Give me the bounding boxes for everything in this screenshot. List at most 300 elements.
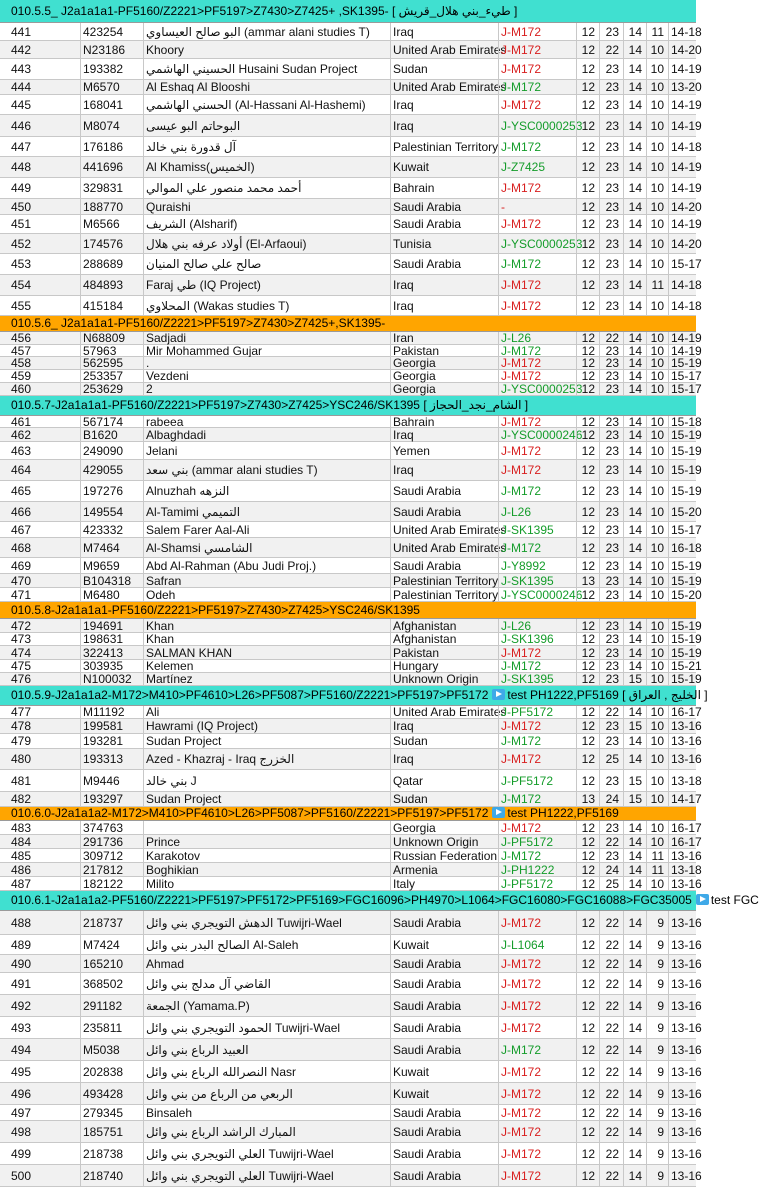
- cell-country: Yemen: [390, 442, 498, 459]
- cell-marker-1: 13: [576, 574, 599, 587]
- cell-marker-4: 10: [646, 370, 668, 382]
- cell-marker-5: 16-17: [668, 821, 696, 834]
- table-row: [0, 1165, 702, 1187]
- cell-kit-number: 329831: [80, 178, 143, 198]
- cell-kit-number: 218737: [80, 911, 143, 934]
- cell-kit-number: 441696: [80, 157, 143, 177]
- cell-name: Sadjadi: [143, 332, 390, 344]
- cell-marker-2: 23: [599, 770, 623, 791]
- cell-row-number: 468: [11, 540, 32, 555]
- cell-name: الصالح البدر بني وائل Al-Saleh: [143, 935, 390, 954]
- table-row: [0, 618, 702, 633]
- cell-name: Khan: [143, 633, 390, 645]
- cell-row-number: 447: [11, 139, 32, 154]
- cell-marker-3: 14: [623, 357, 646, 369]
- cell-row-number: 454: [11, 278, 32, 292]
- cell-marker-5: 14-18: [668, 23, 696, 40]
- cell-marker-5: 14-19: [668, 157, 696, 177]
- cell-marker-2: 23: [599, 95, 623, 114]
- cell-country: Tunisia: [390, 234, 498, 253]
- cell-marker-4: 10: [646, 254, 668, 274]
- cell-kit-number: N100032: [80, 673, 143, 685]
- cell-marker-4: 10: [646, 215, 668, 233]
- cell-marker-4: 10: [646, 345, 668, 356]
- cell-marker-5: 14-19: [668, 95, 696, 114]
- cell-name: أحمد محمد منصور علي الموالي: [143, 178, 390, 198]
- cell-marker-3: 14: [623, 995, 646, 1016]
- cell-country: Palestinian Territory: [390, 574, 498, 587]
- cell-marker-5: 15-19: [668, 481, 696, 501]
- cell-marker-3: 14: [623, 849, 646, 862]
- cell-marker-5: 15-17: [668, 522, 696, 537]
- cell-kit-number: 368502: [80, 973, 143, 994]
- cell-row-number: 482: [11, 792, 32, 806]
- cell-name: العلي التويجري بني وائل Tuwijri-Wael: [143, 1143, 390, 1164]
- cell-row-number: 442: [11, 42, 32, 57]
- cell-haplogroup: J-M172: [498, 1105, 576, 1120]
- cell-marker-3: 14: [623, 1121, 646, 1142]
- cell-marker-1: 12: [576, 1165, 599, 1186]
- cell-name: أولاد عرفه بني هلال (El-Arfaoui): [143, 234, 390, 253]
- cell-marker-5: 13-16: [668, 877, 696, 890]
- cell-haplogroup: J-M172: [498, 1083, 576, 1104]
- table-row: [0, 876, 702, 891]
- cell-country: Bahrain: [390, 416, 498, 427]
- table-row: [0, 1017, 702, 1039]
- cell-marker-4: 11: [646, 863, 668, 876]
- group-header: [0, 807, 696, 821]
- cell-country: Iraq: [390, 460, 498, 480]
- cell-name: Faraj طي (IQ Project): [143, 275, 390, 295]
- table-row: [0, 587, 702, 602]
- cell-marker-2: 24: [599, 863, 623, 876]
- cell-marker-4: 10: [646, 660, 668, 672]
- table-row: [0, 460, 702, 481]
- cell-marker-2: 23: [599, 502, 623, 521]
- cell-country: United Arab Emirates: [390, 522, 498, 537]
- cell-row-number: 467: [11, 522, 32, 537]
- table-row: [0, 59, 702, 80]
- cell-haplogroup: J-M172: [498, 660, 576, 672]
- cell-name: Al-Tamimi التميمي: [143, 502, 390, 521]
- cell-country: Unknown Origin: [390, 673, 498, 685]
- cell-country: Qatar: [390, 770, 498, 791]
- cell-row-number: 460: [11, 382, 32, 396]
- cell-country: Iraq: [390, 23, 498, 40]
- cell-marker-1: 12: [576, 332, 599, 344]
- cell-marker-5: 15-19: [668, 574, 696, 587]
- cell-country: Afghanistan: [390, 619, 498, 632]
- cell-marker-5: 14-18: [668, 137, 696, 156]
- cell-marker-1: 12: [576, 995, 599, 1016]
- cell-marker-3: 14: [623, 1165, 646, 1186]
- cell-kit-number: M8074: [80, 115, 143, 136]
- cell-marker-4: 9: [646, 1083, 668, 1104]
- cell-marker-2: 23: [599, 558, 623, 573]
- cell-row-number: 463: [11, 443, 32, 458]
- cell-haplogroup: J-M172: [498, 973, 576, 994]
- cell-row-number: 461: [11, 414, 32, 429]
- table-row: [0, 995, 702, 1017]
- cell-marker-5: 14-18: [668, 296, 696, 315]
- cell-name: النصرالله الرباع بني وائل Nasr: [143, 1061, 390, 1082]
- table-row: [0, 234, 702, 254]
- cell-haplogroup: -: [498, 199, 576, 214]
- cell-marker-4: 9: [646, 1039, 668, 1060]
- group-header: [0, 891, 759, 911]
- cell-marker-1: 12: [576, 416, 599, 427]
- cell-marker-1: 12: [576, 80, 599, 94]
- cell-name: rabeea: [143, 416, 390, 427]
- cell-marker-2: 23: [599, 460, 623, 480]
- cell-name: Alnuzhah النزهه: [143, 481, 390, 501]
- cell-marker-1: 12: [576, 646, 599, 659]
- cell-marker-1: 12: [576, 215, 599, 233]
- cell-haplogroup: J-PH1222: [498, 863, 576, 876]
- cell-row-number: 479: [11, 734, 32, 748]
- cell-haplogroup: J-M172: [498, 59, 576, 79]
- cell-row-number: 446: [11, 118, 32, 133]
- cell-country: Kuwait: [390, 935, 498, 954]
- cell-name: آل قدورة بني خالد: [143, 137, 390, 156]
- table-row: [0, 215, 702, 234]
- cell-marker-1: 12: [576, 1143, 599, 1164]
- cell-marker-5: 13-16: [668, 849, 696, 862]
- cell-marker-4: 10: [646, 80, 668, 94]
- cell-marker-3: 15: [623, 719, 646, 733]
- cell-marker-2: 23: [599, 428, 623, 441]
- cell-name: الشريف (Alsharif): [143, 215, 390, 233]
- cell-country: Saudi Arabia: [390, 558, 498, 573]
- cell-marker-5: 15-21: [668, 660, 696, 672]
- cell-marker-1: 12: [576, 1121, 599, 1142]
- cell-marker-1: 12: [576, 383, 599, 395]
- cell-marker-1: 12: [576, 1105, 599, 1120]
- cell-marker-1: 12: [576, 41, 599, 58]
- cell-row-number: 477: [11, 705, 32, 719]
- cell-marker-2: 22: [599, 1061, 623, 1082]
- table-row: [0, 770, 702, 792]
- cell-marker-3: 14: [623, 502, 646, 521]
- cell-haplogroup: J-M172: [498, 345, 576, 356]
- cell-marker-5: 14-19: [668, 115, 696, 136]
- cell-haplogroup: J-M172: [498, 275, 576, 295]
- cell-marker-2: 22: [599, 706, 623, 718]
- table-row: [0, 481, 702, 502]
- cell-row-number: 475: [11, 659, 32, 673]
- cell-row-number: 465: [11, 484, 32, 498]
- table-row: [0, 1121, 702, 1143]
- cell-kit-number: 279345: [80, 1105, 143, 1120]
- group-header-text: 010.5.8-J2a1a1a1-PF5160/Z2221>PF5197>Z7430>Z7425>YSC246/SK1395: [11, 603, 420, 617]
- cell-row-number: 500: [11, 1168, 32, 1183]
- cell-marker-2: 22: [599, 911, 623, 934]
- cell-marker-4: 10: [646, 538, 668, 557]
- cell-marker-5: 13-18: [668, 770, 696, 791]
- cell-marker-4: 10: [646, 673, 668, 685]
- cell-name: Kelemen: [143, 660, 390, 672]
- cell-country: United Arab Emirates: [390, 538, 498, 557]
- table-row: [0, 834, 702, 849]
- table-row: [0, 382, 702, 396]
- cell-row-number: 464: [11, 463, 32, 477]
- cell-name: Salem Farer Aal-Ali: [143, 522, 390, 537]
- cell-haplogroup: J-YSC0000246: [498, 588, 576, 601]
- cell-marker-1: 12: [576, 254, 599, 274]
- cell-marker-5: 14-19: [668, 215, 696, 233]
- cell-haplogroup: J-PF5172: [498, 877, 576, 890]
- cell-marker-3: 14: [623, 370, 646, 382]
- cell-marker-3: 14: [623, 1083, 646, 1104]
- cell-marker-5: 13-16: [668, 935, 696, 954]
- cell-marker-2: 22: [599, 935, 623, 954]
- cell-marker-2: 23: [599, 254, 623, 274]
- cell-marker-3: 14: [623, 646, 646, 659]
- cell-kit-number: M7464: [80, 538, 143, 557]
- table-row: [0, 254, 702, 275]
- cell-row-number: 450: [11, 199, 32, 214]
- cell-marker-2: 23: [599, 215, 623, 233]
- cell-row-number: 458: [11, 356, 32, 370]
- cell-row-number: 491: [11, 976, 32, 991]
- cell-marker-2: 25: [599, 749, 623, 769]
- cell-row-number: 485: [11, 848, 32, 863]
- table-row: [0, 41, 702, 59]
- cell-marker-2: 22: [599, 1083, 623, 1104]
- cell-kit-number: 193281: [80, 734, 143, 748]
- cell-country: Russian Federation: [390, 849, 498, 862]
- cell-row-number: 451: [11, 217, 32, 231]
- cell-marker-2: 22: [599, 1105, 623, 1120]
- cell-country: Italy: [390, 877, 498, 890]
- cell-country: Saudi Arabia: [390, 1143, 498, 1164]
- cell-marker-4: 10: [646, 332, 668, 344]
- cell-marker-4: 10: [646, 719, 668, 733]
- cell-marker-4: 10: [646, 835, 668, 848]
- cell-name: Al Khamiss(الخميس): [143, 157, 390, 177]
- cell-marker-1: 12: [576, 619, 599, 632]
- cell-marker-3: 14: [623, 23, 646, 40]
- cell-haplogroup: J-M172: [498, 1165, 576, 1186]
- cell-marker-3: 14: [623, 41, 646, 58]
- cell-haplogroup: J-L26: [498, 502, 576, 521]
- cell-marker-3: 15: [623, 673, 646, 685]
- cell-marker-2: 23: [599, 538, 623, 557]
- cell-kit-number: 423254: [80, 23, 143, 40]
- cell-name: Sudan Project: [143, 792, 390, 806]
- cell-marker-2: 22: [599, 41, 623, 58]
- cell-row-number: 471: [11, 587, 32, 602]
- cell-name: الحمود التويجري بني وائل Tuwijri-Wael: [143, 1017, 390, 1038]
- cell-marker-3: 14: [623, 1143, 646, 1164]
- cell-marker-3: 14: [623, 749, 646, 769]
- cell-marker-5: 15-17: [668, 370, 696, 382]
- cell-marker-5: 15-17: [668, 383, 696, 395]
- group-header: [0, 0, 696, 23]
- cell-kit-number: 193382: [80, 59, 143, 79]
- cell-marker-3: 14: [623, 706, 646, 718]
- cell-row-number: 473: [11, 632, 32, 646]
- cell-marker-4: 9: [646, 1121, 668, 1142]
- cell-name: Odeh: [143, 588, 390, 601]
- cell-country: Palestinian Territory: [390, 588, 498, 601]
- cell-marker-5: 15-19: [668, 357, 696, 369]
- cell-haplogroup: J-PF5172: [498, 706, 576, 718]
- cell-kit-number: N68809: [80, 332, 143, 344]
- cell-marker-2: 23: [599, 59, 623, 79]
- cell-marker-2: 23: [599, 115, 623, 136]
- cell-marker-4: 9: [646, 1061, 668, 1082]
- cell-marker-5: 16-17: [668, 706, 696, 718]
- table-row: [0, 137, 702, 157]
- cell-marker-4: 10: [646, 749, 668, 769]
- cell-haplogroup: J-M172: [498, 254, 576, 274]
- cell-marker-3: 14: [623, 955, 646, 972]
- cell-kit-number: 322413: [80, 646, 143, 659]
- cell-marker-4: 10: [646, 522, 668, 537]
- cell-country: Saudi Arabia: [390, 254, 498, 274]
- cell-marker-2: 23: [599, 660, 623, 672]
- cell-marker-4: 10: [646, 95, 668, 114]
- cell-marker-2: 23: [599, 296, 623, 315]
- play-icon: [492, 689, 505, 700]
- cell-marker-1: 12: [576, 1061, 599, 1082]
- cell-haplogroup: J-M172: [498, 80, 576, 94]
- cell-marker-2: 23: [599, 345, 623, 356]
- cell-marker-1: 12: [576, 955, 599, 972]
- cell-row-number: 495: [11, 1064, 32, 1079]
- cell-haplogroup: J-YSC0000253: [498, 234, 576, 253]
- cell-marker-2: 22: [599, 332, 623, 344]
- cell-marker-5: 14-20: [668, 41, 696, 58]
- cell-marker-2: 23: [599, 383, 623, 395]
- cell-haplogroup: J-M172: [498, 370, 576, 382]
- cell-marker-4: 9: [646, 1105, 668, 1120]
- cell-marker-5: 13-16: [668, 955, 696, 972]
- cell-marker-2: 23: [599, 199, 623, 214]
- cell-kit-number: M5038: [80, 1039, 143, 1060]
- cell-haplogroup: J-M172: [498, 137, 576, 156]
- cell-marker-2: 23: [599, 619, 623, 632]
- cell-marker-3: 14: [623, 178, 646, 198]
- cell-marker-1: 12: [576, 911, 599, 934]
- cell-haplogroup: J-SK1395: [498, 574, 576, 587]
- cell-country: Iraq: [390, 296, 498, 315]
- cell-row-number: 457: [11, 343, 32, 358]
- cell-marker-3: 14: [623, 460, 646, 480]
- table-row: [0, 955, 702, 973]
- cell-haplogroup: J-M172: [498, 23, 576, 40]
- cell-name: Ahmad: [143, 955, 390, 972]
- cell-marker-4: 10: [646, 734, 668, 748]
- cell-marker-4: 10: [646, 821, 668, 834]
- cell-kit-number: M6570: [80, 80, 143, 94]
- cell-marker-2: 23: [599, 574, 623, 587]
- cell-row-number: 476: [11, 672, 32, 686]
- table-row: [0, 973, 702, 995]
- cell-marker-4: 10: [646, 416, 668, 427]
- cell-row-number: 449: [11, 181, 32, 195]
- table-row: [0, 178, 702, 199]
- cell-marker-1: 12: [576, 442, 599, 459]
- cell-marker-5: 13-18: [668, 863, 696, 876]
- cell-country: Saudi Arabia: [390, 1105, 498, 1120]
- cell-marker-3: 14: [623, 95, 646, 114]
- cell-name: Boghikian: [143, 863, 390, 876]
- cell-row-number: 469: [11, 558, 32, 573]
- cell-row-number: 489: [11, 937, 32, 952]
- cell-marker-5: 15-18: [668, 416, 696, 427]
- play-icon: [492, 807, 505, 818]
- cell-kit-number: B1620: [80, 428, 143, 441]
- cell-country: Sudan: [390, 792, 498, 806]
- cell-name: Abd Al-Rahman (Abu Judi Proj.): [143, 558, 390, 573]
- cell-country: Bahrain: [390, 178, 498, 198]
- cell-marker-5: 13-16: [668, 995, 696, 1016]
- cell-marker-5: 14-20: [668, 234, 696, 253]
- cell-country: Kuwait: [390, 1083, 498, 1104]
- cell-name: صالح علي صالح المنيان: [143, 254, 390, 274]
- cell-country: Saudi Arabia: [390, 995, 498, 1016]
- table-row: [0, 749, 702, 770]
- cell-marker-1: 12: [576, 633, 599, 645]
- cell-marker-3: 14: [623, 254, 646, 274]
- cell-marker-3: 14: [623, 835, 646, 848]
- cell-marker-3: 14: [623, 633, 646, 645]
- table-row: [0, 705, 702, 719]
- cell-row-number: 483: [11, 820, 32, 835]
- cell-haplogroup: J-M172: [498, 538, 576, 557]
- cell-marker-1: 12: [576, 719, 599, 733]
- cell-marker-2: 23: [599, 734, 623, 748]
- cell-kit-number: 303935: [80, 660, 143, 672]
- cell-name: Prince: [143, 835, 390, 848]
- cell-marker-4: 10: [646, 460, 668, 480]
- cell-name: المبارك الراشد الرباع بني وائل: [143, 1121, 390, 1142]
- cell-marker-2: 23: [599, 234, 623, 253]
- cell-marker-1: 12: [576, 734, 599, 748]
- cell-kit-number: 249090: [80, 442, 143, 459]
- cell-row-number: 459: [11, 369, 32, 383]
- cell-marker-4: 10: [646, 41, 668, 58]
- cell-kit-number: 202838: [80, 1061, 143, 1082]
- cell-marker-2: 22: [599, 1039, 623, 1060]
- cell-marker-4: 9: [646, 935, 668, 954]
- cell-marker-5: 13-20: [668, 80, 696, 94]
- cell-marker-4: 10: [646, 706, 668, 718]
- group-header: [0, 316, 696, 332]
- cell-marker-5: 15-19: [668, 673, 696, 685]
- cell-marker-4: 10: [646, 574, 668, 587]
- cell-kit-number: 374763: [80, 821, 143, 834]
- cell-marker-3: 14: [623, 877, 646, 890]
- cell-row-number: 443: [11, 62, 32, 76]
- cell-row-number: 481: [11, 773, 32, 788]
- cell-country: Georgia: [390, 821, 498, 834]
- table-row: [0, 95, 702, 115]
- cell-marker-5: 15-17: [668, 254, 696, 274]
- cell-marker-1: 12: [576, 370, 599, 382]
- cell-marker-5: 13-16: [668, 911, 696, 934]
- cell-marker-5: 13-16: [668, 749, 696, 769]
- table-row: [0, 538, 702, 558]
- cell-row-number: 462: [11, 427, 32, 442]
- cell-marker-1: 12: [576, 673, 599, 685]
- cell-row-number: 474: [11, 645, 32, 660]
- cell-marker-5: 14-17: [668, 792, 696, 806]
- cell-country: Saudi Arabia: [390, 1039, 498, 1060]
- cell-marker-3: 14: [623, 296, 646, 315]
